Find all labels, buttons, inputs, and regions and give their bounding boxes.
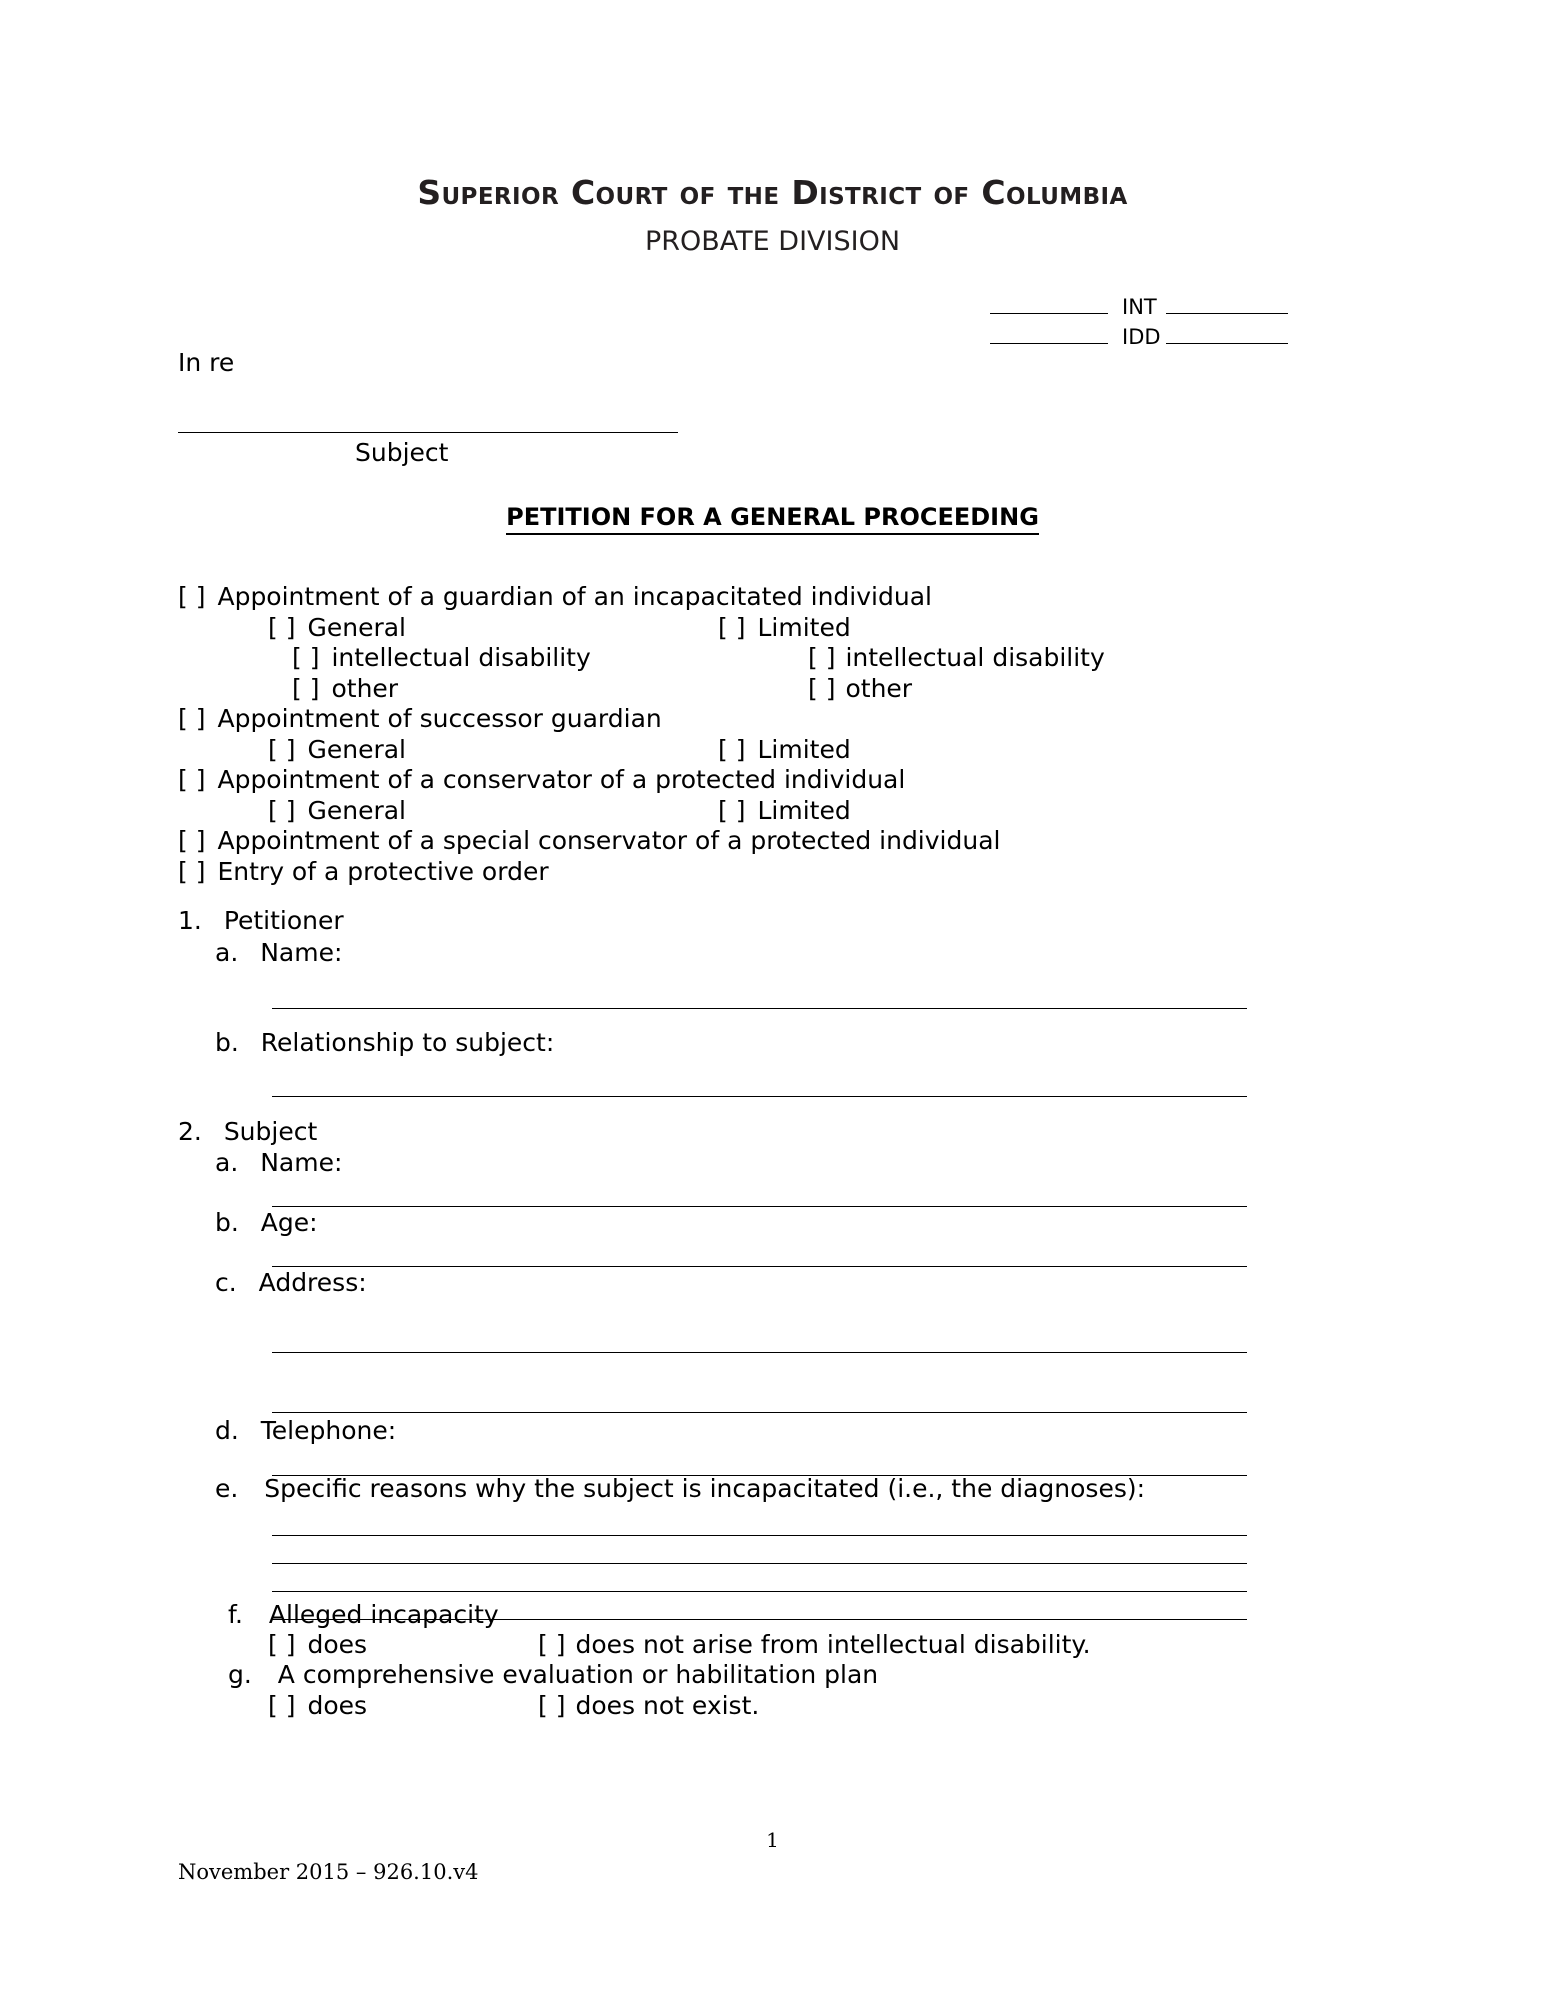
checkbox-icon: [178, 582, 205, 613]
checkbox-guardian-general-other[interactable]: [292, 674, 398, 705]
option-label: does: [307, 1691, 368, 1720]
option-label: Appointment of a special conservator of a protected individual: [217, 826, 1001, 855]
subject-reasons-blank-line-3[interactable]: [272, 1591, 1247, 1592]
section-2-number: 2.: [178, 1117, 202, 1146]
option-label: does not arise from intellectual disability.: [575, 1630, 1091, 1659]
option-row: [0, 643, 1545, 674]
checkbox-icon: [178, 857, 205, 888]
int-left-blank[interactable]: [990, 313, 1108, 314]
proceeding-type-options: [0, 582, 1545, 887]
field-subject-reasons: [215, 1476, 1145, 1501]
form-version: November 2015 – 926.10.v4: [178, 1860, 479, 1884]
checkbox-icon: [292, 643, 319, 674]
field-label: Name:: [260, 1148, 343, 1177]
checkbox-special-conservator[interactable]: [178, 826, 1000, 857]
option-label: other: [331, 673, 399, 703]
option-label: intellectual disability: [331, 643, 591, 672]
option-row: [0, 613, 1545, 644]
subject-reasons-blank-line-2[interactable]: [272, 1563, 1247, 1564]
checkbox-icon: [808, 674, 835, 705]
checkbox-guardian-limited-other[interactable]: [808, 674, 912, 705]
field-label: Age:: [260, 1208, 318, 1237]
checkbox-icon: [268, 1632, 295, 1657]
field-petitioner-name: [215, 940, 342, 965]
item-letter: f.: [228, 1600, 243, 1629]
option-row: [0, 735, 1545, 766]
option-label: General: [307, 795, 406, 825]
checkbox-guardian-limited[interactable]: [718, 613, 851, 644]
petition-heading-text: PETITION FOR A GENERAL PROCEEDING: [506, 503, 1039, 535]
section-1-heading: [178, 908, 344, 933]
checkbox-icon: [178, 704, 205, 735]
idd-left-blank[interactable]: [990, 343, 1108, 344]
subject-address-blank-line-1[interactable]: [272, 1352, 1247, 1353]
option-label: intellectual disability: [845, 643, 1105, 672]
checkbox-successor-guardian[interactable]: [178, 704, 662, 735]
option-row: [0, 704, 1545, 735]
checkbox-icon: [268, 613, 295, 644]
item-letter: a.: [215, 1148, 239, 1177]
checkbox-guardian-incapacitated[interactable]: [178, 582, 932, 613]
checkbox-icon: [718, 613, 745, 644]
option-label: Limited: [757, 612, 851, 642]
option-label: Appointment of a guardian of an incapacitated individual: [217, 582, 932, 611]
petition-heading: [0, 505, 1545, 529]
checkbox-icon: [718, 735, 745, 766]
option-label: does: [307, 1630, 368, 1659]
section-2-title: Subject: [223, 1117, 318, 1146]
field-label: Specific reasons why the subject is incapacitated (i.e., the diagnoses):: [264, 1474, 1146, 1503]
option-row: [0, 796, 1545, 827]
option-label: General: [307, 734, 406, 764]
option-label: Appointment of successor guardian: [217, 704, 662, 733]
option-row: [0, 674, 1545, 705]
subject-age-blank[interactable]: [272, 1266, 1247, 1267]
field-petitioner-relationship: [215, 1030, 554, 1055]
in-re-label: In re: [178, 348, 235, 377]
case-number-stamp: [990, 292, 1350, 352]
item-letter: d.: [215, 1416, 239, 1445]
subject-name-blank[interactable]: [272, 1206, 1247, 1207]
subject-name-blank[interactable]: [178, 432, 678, 433]
checkbox-guardian-general-intellectual-disability[interactable]: [292, 643, 591, 674]
checkbox-icon: [808, 643, 835, 674]
item-letter: e.: [215, 1474, 239, 1503]
checkbox-protective-order[interactable]: [178, 857, 549, 888]
field-subject-telephone: [215, 1418, 396, 1443]
checkbox-icon: [538, 1693, 565, 1718]
section-2-heading: [178, 1119, 317, 1144]
int-row: [990, 292, 1350, 322]
int-right-blank[interactable]: [1166, 313, 1288, 314]
item-letter: a.: [215, 938, 239, 967]
subject-address-blank-line-2[interactable]: [272, 1412, 1247, 1413]
idd-row: [990, 322, 1350, 352]
idd-right-blank[interactable]: [1166, 343, 1288, 344]
checkbox-icon: [178, 765, 205, 796]
field-subject-address: [215, 1270, 367, 1295]
checkbox-conservator-general[interactable]: [268, 796, 406, 827]
item-letter: b.: [215, 1208, 239, 1237]
option-label: Appointment of a conservator of a protected individual: [217, 765, 906, 794]
subject-caption-label: Subject: [355, 438, 449, 467]
division-title: PROBATE DIVISION: [644, 226, 901, 257]
field-label: Address:: [258, 1268, 367, 1297]
option-label: Limited: [757, 795, 851, 825]
field-label: Relationship to subject:: [260, 1028, 555, 1057]
checkbox-successor-limited[interactable]: [718, 735, 851, 766]
checkbox-guardian-general[interactable]: [268, 613, 406, 644]
checkbox-conservator-protected[interactable]: [178, 765, 905, 796]
checkbox-icon: [718, 796, 745, 827]
field-label: Alleged incapacity: [268, 1600, 499, 1629]
checkbox-icon: [268, 1693, 295, 1718]
option-label: other: [845, 673, 913, 703]
idd-label: IDD: [1122, 325, 1161, 349]
field-alleged-incapacity: [228, 1602, 499, 1627]
item-letter: b.: [215, 1028, 239, 1057]
item-letter: c.: [215, 1268, 237, 1297]
option-row: [0, 857, 1545, 888]
field-subject-age: [215, 1210, 318, 1235]
subject-reasons-blank-line-1[interactable]: [272, 1535, 1247, 1536]
option-label: General: [307, 612, 406, 642]
item-letter: g.: [228, 1660, 252, 1689]
petitioner-relationship-blank[interactable]: [272, 1096, 1247, 1097]
checkbox-icon: [292, 674, 319, 705]
checkbox-icon: [178, 826, 205, 857]
court-title: Superior Court of the District of Columbia: [417, 173, 1128, 212]
checkbox-conservator-limited[interactable]: [718, 796, 851, 827]
petitioner-name-blank[interactable]: [272, 1008, 1247, 1009]
checkbox-evaluation-does-not[interactable]: [538, 1693, 759, 1718]
int-label: INT: [1122, 295, 1157, 319]
option-label: Limited: [757, 734, 851, 764]
section-1-title: Petitioner: [223, 906, 344, 935]
option-row: [0, 826, 1545, 857]
checkbox-icon: [538, 1632, 565, 1657]
option-label: does not exist.: [575, 1691, 760, 1720]
option-row: [0, 765, 1545, 796]
checkbox-evaluation-does[interactable]: [268, 1693, 367, 1718]
checkbox-guardian-limited-intellectual-disability[interactable]: [808, 643, 1105, 674]
section-1-number: 1.: [178, 906, 202, 935]
field-subject-name: [215, 1150, 342, 1175]
checkbox-incapacity-does[interactable]: [268, 1632, 367, 1657]
checkbox-icon: [268, 796, 295, 827]
field-label: Telephone:: [260, 1416, 397, 1445]
checkbox-incapacity-does-not[interactable]: [538, 1632, 1091, 1657]
field-comprehensive-evaluation: [228, 1662, 878, 1687]
page-number: 1: [766, 1828, 779, 1852]
option-row: [0, 582, 1545, 613]
option-label: Entry of a protective order: [217, 856, 549, 886]
checkbox-icon: [268, 735, 295, 766]
field-label: A comprehensive evaluation or habilitation plan: [277, 1660, 879, 1689]
field-label: Name:: [260, 938, 343, 967]
checkbox-successor-general[interactable]: [268, 735, 406, 766]
